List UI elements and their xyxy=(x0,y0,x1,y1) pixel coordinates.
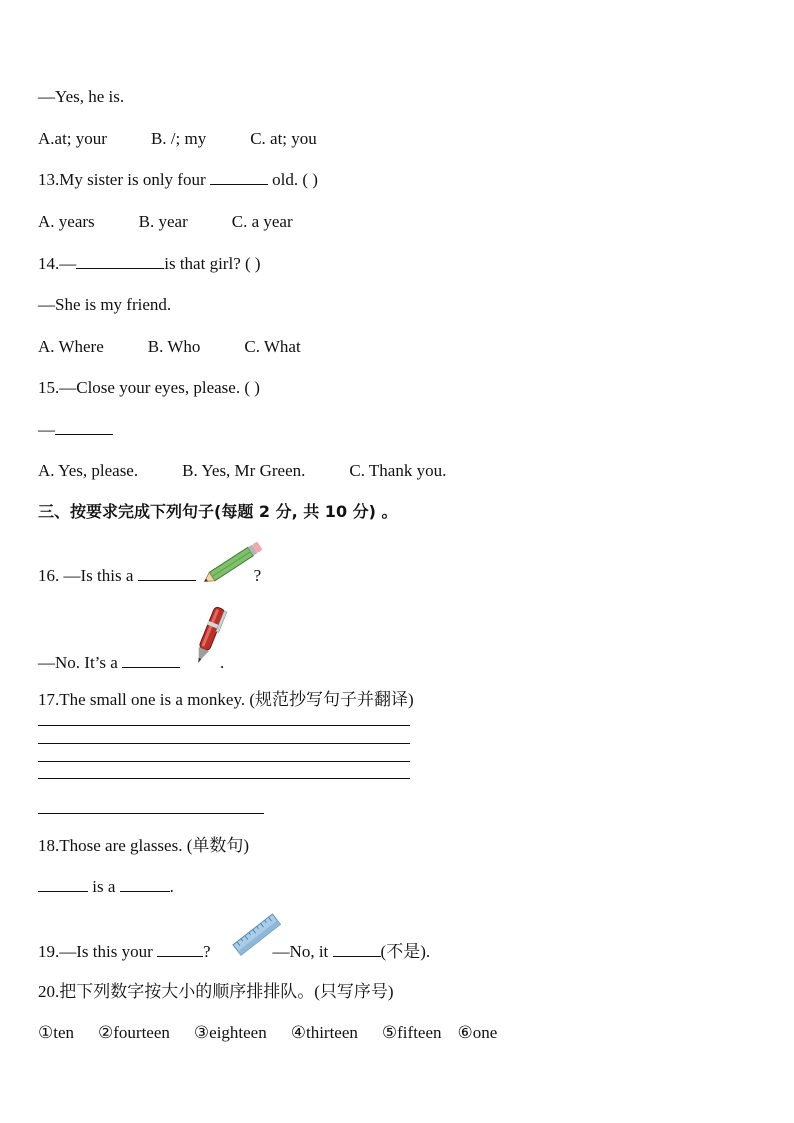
answer-blank[interactable] xyxy=(55,420,113,435)
answer-blank[interactable] xyxy=(38,877,88,892)
options-14 xyxy=(38,337,301,357)
number-item: ④thirteen xyxy=(290,1023,358,1042)
answer-blank[interactable] xyxy=(120,877,170,892)
answer-blank[interactable] xyxy=(138,566,196,581)
writing-line[interactable] xyxy=(38,761,410,762)
options-15 xyxy=(38,461,446,481)
option-a: A. years xyxy=(38,212,95,231)
answer-18: is a . xyxy=(38,877,174,897)
number-item: ③eighteen xyxy=(193,1023,267,1042)
question-18: 18.Those are glasses. (单数句) xyxy=(38,836,250,855)
answer-blank[interactable] xyxy=(210,170,268,185)
section-heading: 三、按要求完成下列句子(每题 2 分, 共 10 分) 。 xyxy=(38,502,398,521)
question-17: 17.The small one is a monkey. (规范抄写句子并翻译) xyxy=(38,690,414,709)
answer-blank[interactable] xyxy=(122,653,180,668)
number-item: ⑥one xyxy=(457,1023,498,1042)
option-a: A. Yes, please. xyxy=(38,461,139,480)
options-12 xyxy=(38,129,317,149)
options-13 xyxy=(38,212,293,232)
question-14: 14.— is that girl? ( ) xyxy=(38,254,261,273)
answer-blank[interactable] xyxy=(333,942,381,957)
option-c: C. a year xyxy=(231,212,293,231)
question-19: 19.—Is this your ? —No, it (不是). xyxy=(38,942,431,961)
option-b: B. Who xyxy=(147,337,201,356)
number-item: ①ten xyxy=(38,1023,75,1042)
answer-line-1: —Yes, he is. xyxy=(38,87,125,106)
writing-line[interactable] xyxy=(38,778,410,779)
answer-blank[interactable] xyxy=(157,942,203,957)
question-20: 20.把下列数字按大小的顺序排排队。(只写序号) xyxy=(38,982,394,1001)
option-c: C. at; you xyxy=(250,129,317,148)
question-16: 16. —Is this a ? xyxy=(38,566,262,585)
answer-15: — xyxy=(38,420,113,440)
option-b: B. /; my xyxy=(150,129,207,148)
pen-icon xyxy=(186,602,232,668)
question-15: 15.—Close your eyes, please. ( ) xyxy=(38,378,260,397)
answer-14: —She is my friend. xyxy=(38,295,172,314)
number-item: ②fourteen xyxy=(98,1023,170,1042)
option-b: B. Yes, Mr Green. xyxy=(182,461,306,480)
translation-line[interactable] xyxy=(38,813,264,814)
option-c: C. Thank you. xyxy=(349,461,447,480)
option-a: A. Where xyxy=(38,337,104,356)
pencil-icon xyxy=(198,540,268,586)
writing-line[interactable] xyxy=(38,743,410,744)
option-a: A.at; your xyxy=(38,129,107,148)
writing-line[interactable] xyxy=(38,725,410,726)
number-options xyxy=(38,1023,497,1043)
option-c: C. What xyxy=(244,337,301,356)
answer-blank[interactable] xyxy=(76,254,164,269)
question-13: 13.My sister is only four old. ( ) xyxy=(38,170,318,189)
option-b: B. year xyxy=(138,212,188,231)
number-item: ⑤fifteen xyxy=(381,1023,442,1042)
answer-16: —No. It’s a . xyxy=(38,653,225,672)
ruler-icon xyxy=(230,910,284,960)
